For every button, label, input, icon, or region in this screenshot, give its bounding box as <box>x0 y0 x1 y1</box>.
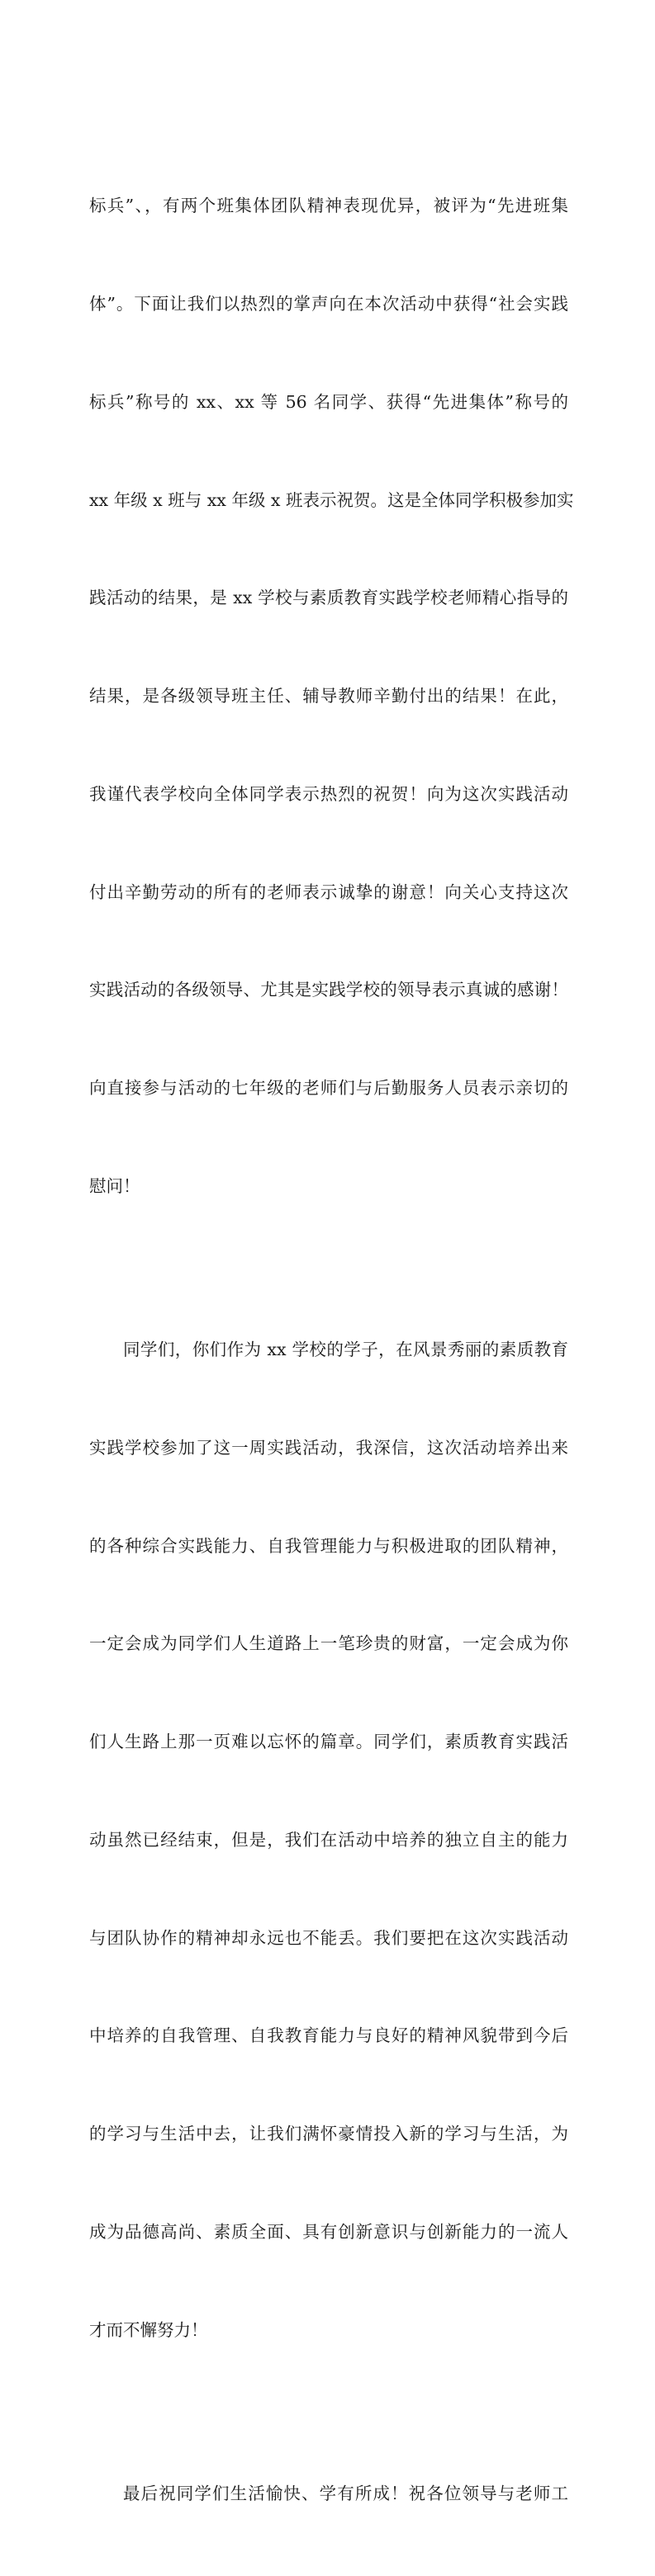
text-line: 践活动的结果，是 xx 学校与素质教育实践学校老师精心指导的 <box>89 588 568 608</box>
paragraph-1 <box>89 125 574 1269</box>
text-line: 一定会成为同学们人生道路上一笔珍贵的财富，一定会成为你 <box>89 1633 568 1654</box>
text-line: 体”。下面让我们以热烈的掌声向在本次活动中获得“社会实践 <box>89 293 568 314</box>
text-line: 的各种综合实践能力、自我管理能力与积极进取的团队精神， <box>89 1535 568 1556</box>
text-line: 中培养的自我管理、自我教育能力与良好的精神风貌带到今后 <box>89 2025 568 2046</box>
text-line: 成为品德高尚、素质全面、具有创新意识与创新能力的一流人 <box>89 2222 568 2242</box>
text-line: 的学习与生活中去，让我们满怀豪情投入新的学习与生活，为 <box>89 2124 568 2144</box>
text-line: 标兵”、，有两个班集体团队精神表现优异，被评为“先进班集 <box>89 196 568 216</box>
document-body <box>89 125 574 2576</box>
text-line: 最后祝同学们生活愉快、学有所成！祝各位领导与老师工 <box>123 2483 568 2503</box>
text-line: 向直接参与活动的七年级的老师们与后勤服务人员表示亲切的 <box>89 1078 568 1099</box>
text-line: 我谨代表学校向全体同学表示热烈的祝贺！向为这次实践活动 <box>89 783 568 804</box>
text-line: 标兵”称号的 xx、xx 等 56 名同学、获得“先进集体”称号的 <box>89 391 568 412</box>
text-line: 才而不懈努力！ <box>89 2319 208 2340</box>
text-line: 付出辛勤劳动的所有的老师表示诚挚的谢意！向关心支持这次 <box>89 882 568 902</box>
text-line: 同学们，你们作为 xx 学校的学子，在风景秀丽的素质教育 <box>123 1339 568 1359</box>
paragraph-3 <box>89 2413 568 2576</box>
text-line: 实践学校参加了这一周实践活动，我深信，这次活动培养出来 <box>89 1437 568 1458</box>
text-line: 们人生路上那一页难以忘怀的篇章。同学们，素质教育实践活 <box>89 1732 568 1752</box>
text-line: 与团队协作的精神却永远也不能丢。我们要把在这次实践活动 <box>89 1927 568 1948</box>
text-line: 实践活动的各级领导、尤其是实践学校的领导表示真诚的感谢！ <box>89 980 568 1000</box>
text-line: 慰问！ <box>89 1176 140 1196</box>
text-line: 结果，是各级领导班主任、辅导教师辛勤付出的结果！在此， <box>89 686 568 707</box>
paragraph-2 <box>89 1269 568 2413</box>
text-line: xx 年级 x 班与 xx 年级 x 班表示祝贺。这是全体同学积极参加实 <box>89 489 574 510</box>
text-line: 动虽然已经结束，但是，我们在活动中培养的独立自主的能力 <box>89 1829 568 1850</box>
